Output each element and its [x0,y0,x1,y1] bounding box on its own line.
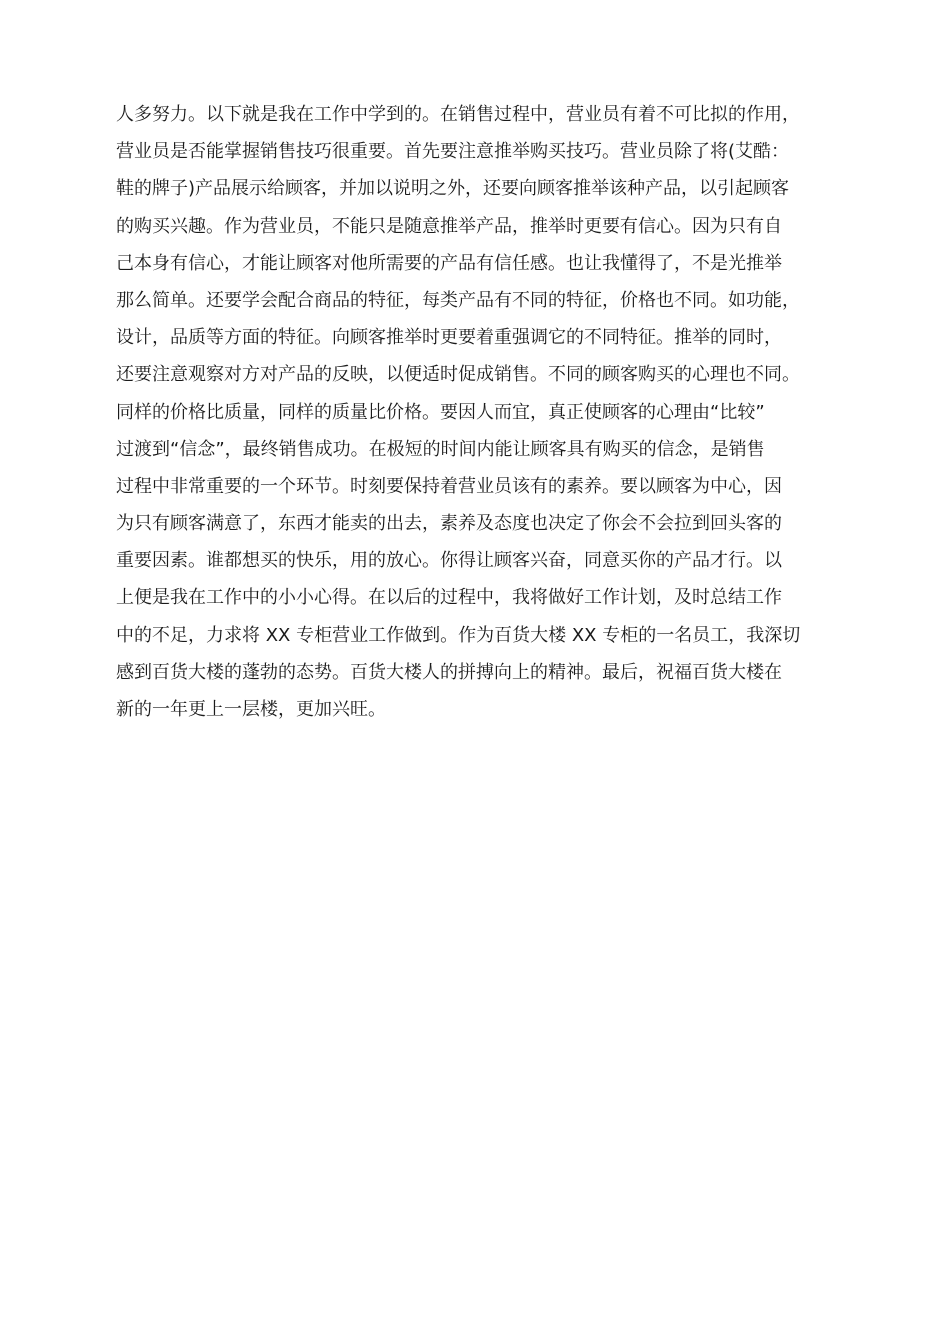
text-line: 中的不足，力求将 XX 专柜营业工作做到。作为百货大楼 XX 专柜的一名员工，我深切 [116,624,801,646]
text-line: 上便是我在工作中的小小心得。在以后的过程中，我将做好工作计划，及时总结工作 [116,587,782,609]
text-line: 新的一年更上一层楼，更加兴旺。 [116,699,386,720]
text-line: 己本身有信心，才能让顾客对他所需要的产品有信任感。也让我懂得了，不是光推举 [116,252,782,274]
document-body [116,96,856,728]
text-line: 过程中非常重要的一个环节。时刻要保持着营业员该有的素养。要以顾客为中心，因 [116,475,782,497]
text-line: 那么简单。还要学会配合商品的特征，每类产品有不同的特征，价格也不同。如功能， [116,289,800,311]
text-line: 感到百货大楼的蓬勃的态势。百货大楼人的拼搏向上的精神。最后，祝福百货大楼在 [116,661,782,683]
text-line: 营业员是否能掌握销售技巧很重要。首先要注意推举购买技巧。营业员除了将(艾酷： [116,141,790,163]
text-line: 的购买兴趣。作为营业员，不能只是随意推举产品，推举时更要有信心。因为只有自 [116,215,782,237]
text-line: 还要注意观察对方对产品的反映，以便适时促成销售。不同的顾客购买的心理也不同。 [116,364,800,386]
text-line: 过渡到“信念”，最终销售成功。在极短的时间内能让顾客具有购买的信念，是销售 [116,438,765,460]
text-line: 重要因素。谁都想买的快乐，用的放心。你得让顾客兴奋，同意买你的产品才行。以 [116,550,782,572]
text-line: 人多努力。以下就是我在工作中学到的。在销售过程中，营业员有着不可比拟的作用， [116,104,800,125]
text-line: 鞋的牌子)产品展示给顾客，并加以说明之外，还要向顾客推举该种产品，以引起顾客 [116,178,790,200]
text-line: 设计，品质等方面的特征。向顾客推举时更要着重强调它的不同特征。推举的同时， [116,327,782,349]
text-line: 同样的价格比质量，同样的质量比价格。要因人而宜，真正使顾客的心理由“比较” [116,401,765,423]
text-line: 为只有顾客满意了，东西才能卖的出去，素养及态度也决定了你会不会拉到回头客的 [116,513,782,535]
